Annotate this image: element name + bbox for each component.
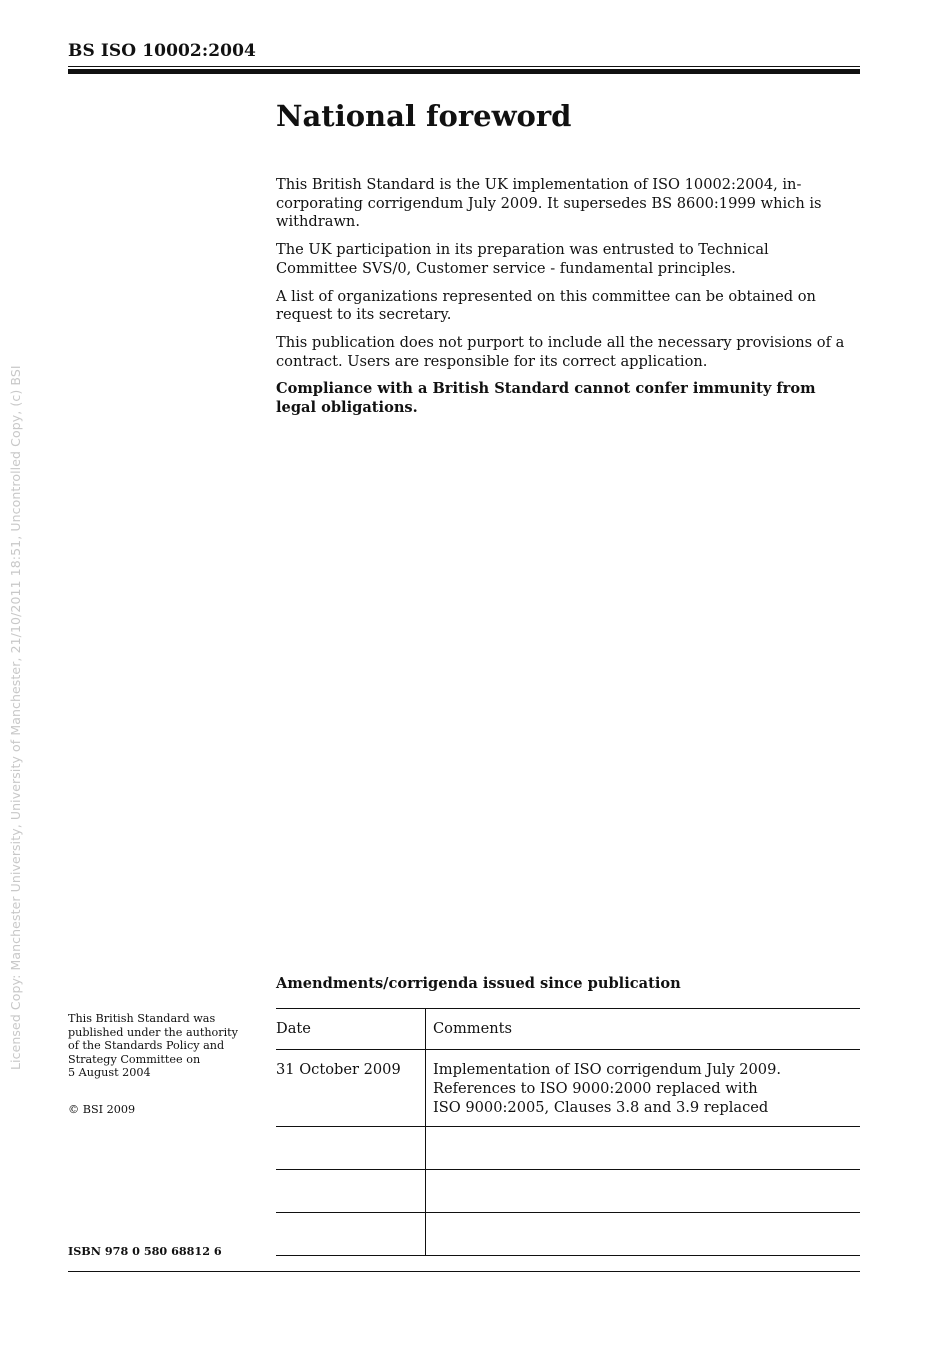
amendments-header-row xyxy=(276,1009,860,1050)
foreword-body xyxy=(276,176,846,427)
publication-note-line: published under the authority xyxy=(68,1025,238,1039)
column-header-date: Date xyxy=(276,1009,426,1050)
publication-note-line: 5 August 2004 xyxy=(68,1066,151,1080)
header-rule-thin xyxy=(68,66,860,67)
column-header-comments: Comments xyxy=(426,1009,861,1050)
amendments-title: Amendments/corrigenda issued since publication xyxy=(276,975,681,992)
publication-note xyxy=(68,1012,258,1080)
isbn: ISBN 978 0 580 68812 6 xyxy=(68,1244,222,1258)
table-row-empty xyxy=(276,1170,860,1213)
amendments-table xyxy=(276,1008,860,1256)
document-code: BS ISO 10002:2004 xyxy=(68,41,256,61)
empty-cell xyxy=(276,1213,426,1256)
table-row xyxy=(276,1050,860,1127)
foreword-paragraph: A list of organizations represented on this committee can be obtained on request to its secretary. xyxy=(276,287,816,324)
empty-cell xyxy=(426,1170,861,1213)
empty-cell xyxy=(276,1170,426,1213)
license-watermark: Licensed Copy: Manchester University, University of Manchester, 21/10/2011 18:51, Uncontrolled Copy, (c) BSI xyxy=(8,365,23,1070)
footer-rule xyxy=(68,1271,860,1272)
amendment-comment-line: ISO 9000:2005, Clauses 3.8 and 3.9 replaced xyxy=(433,1099,769,1116)
table-row-empty xyxy=(276,1213,860,1256)
header-rule-thick xyxy=(68,69,860,74)
empty-cell xyxy=(276,1127,426,1170)
empty-cell xyxy=(426,1213,861,1256)
foreword-paragraph: The UK participation in its preparation was entrusted to Technical Committee SVS/0, Customer service - fundamental principles. xyxy=(276,241,769,277)
amendment-comment-line: Implementation of ISO corrigendum July 2009. xyxy=(433,1061,781,1078)
foreword-paragraph: This publication does not purport to include all the necessary provisions of a contract. Users are responsible for its correct application. xyxy=(276,333,845,370)
table-row-empty xyxy=(276,1127,860,1170)
publication-note-line: This British Standard was xyxy=(68,1012,216,1025)
empty-cell xyxy=(426,1127,861,1170)
copyright-notice: © BSI 2009 xyxy=(68,1103,136,1116)
amendment-comment xyxy=(426,1050,861,1127)
compliance-statement: Compliance with a British Standard cannot confer immunity from legal obligations. xyxy=(276,380,816,417)
publication-note-line: of the Standards Policy and xyxy=(68,1039,225,1053)
amendment-date: 31 October 2009 xyxy=(276,1050,426,1127)
foreword-paragraph: This British Standard is the UK implementation of ISO 10002:2004, in- corporating corrigendum July 2009. It supersedes BS 8600:1999 which is withdrawn. xyxy=(276,176,822,231)
amendment-comment-line: References to ISO 9000:2000 replaced with xyxy=(433,1080,758,1097)
publication-note-line: Strategy Committee on xyxy=(68,1052,201,1066)
page-title: National foreword xyxy=(276,99,572,133)
